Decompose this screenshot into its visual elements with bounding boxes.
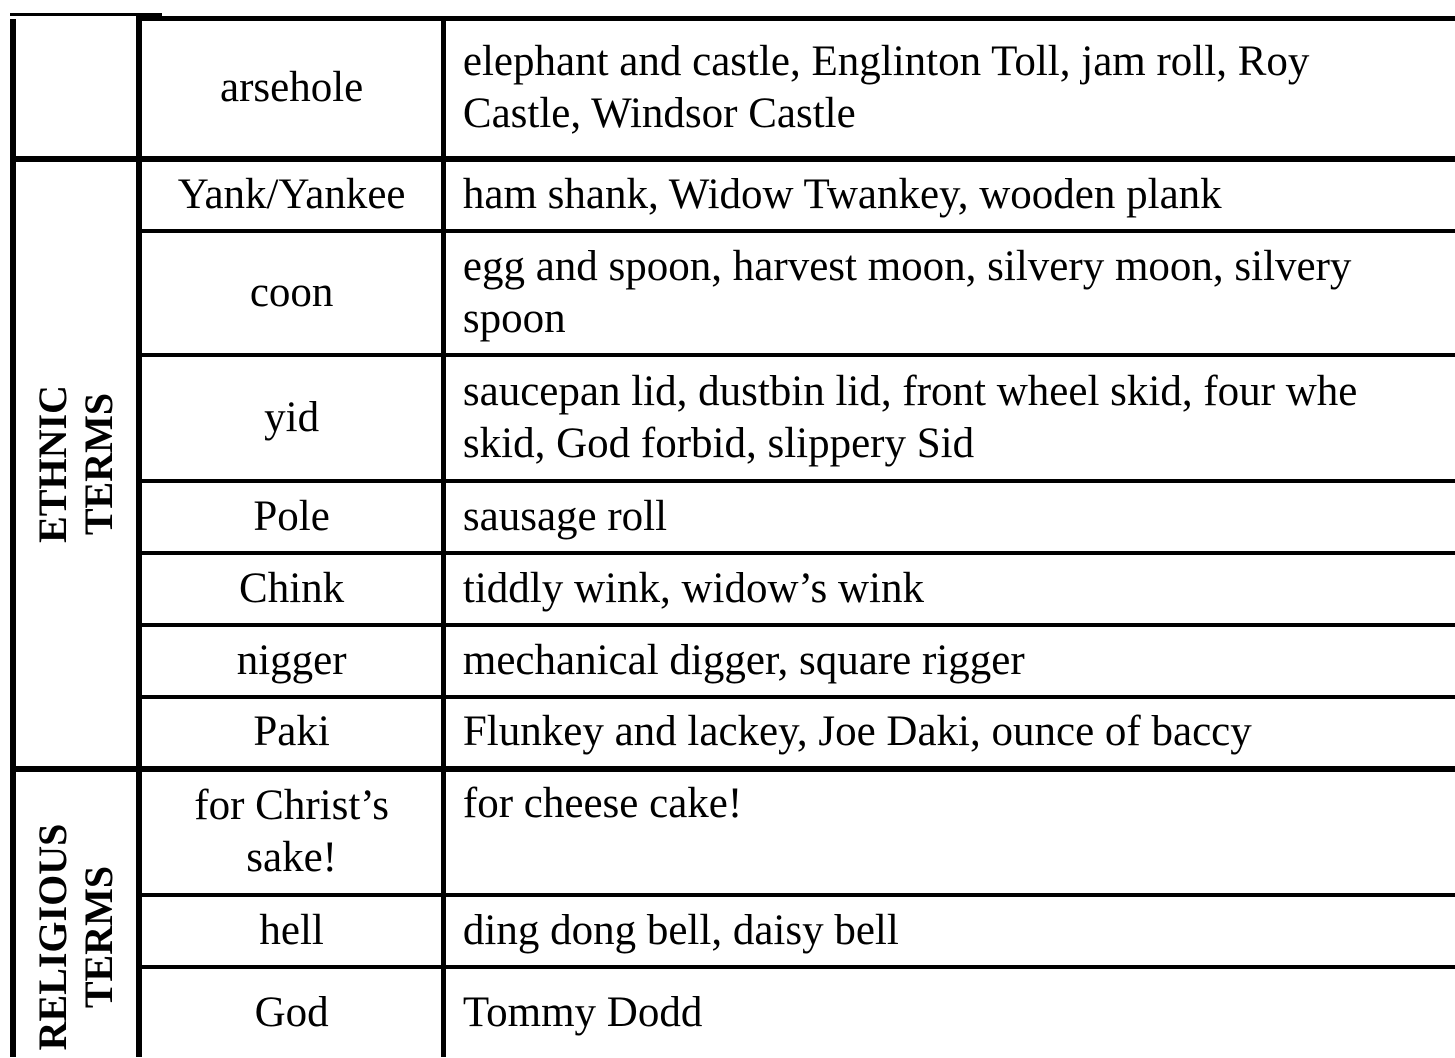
term-cell xyxy=(139,697,443,769)
term-text: yid xyxy=(264,393,320,441)
equivalents-cell xyxy=(443,625,1455,697)
equivalents-text: mechanical digger, square rigger xyxy=(462,636,1025,684)
table-row xyxy=(13,895,1455,967)
term-cell xyxy=(139,967,443,1057)
category-label-line: TERMS xyxy=(76,392,122,535)
table-row xyxy=(13,481,1455,553)
equivalents-cell xyxy=(443,159,1455,231)
category-cell-blank xyxy=(13,19,139,159)
equivalents-text: ding dong bell, daisy bell xyxy=(462,906,899,954)
rhyming-slang-table xyxy=(10,16,1455,1057)
equivalents-text: tiddly wink, widow’s wink xyxy=(462,564,924,612)
term-text: Yank/Yankee xyxy=(177,171,406,218)
equivalents-text: saucepan lid, dustbin lid, front wheel skid, four whe skid, God forbid, slippery Sid xyxy=(462,367,1358,467)
category-cell-religious xyxy=(13,769,139,1057)
category-label-line: TERMS xyxy=(76,865,122,1008)
term-text: coon xyxy=(249,268,334,316)
category-cell-ethnic xyxy=(13,159,139,769)
equivalents-text: elephant and castle, Englinton Toll, jam roll, Roy Castle, Windsor Castle xyxy=(462,38,1310,138)
term-cell xyxy=(139,553,443,625)
table-row xyxy=(13,697,1455,769)
category-label-religious xyxy=(30,823,122,1050)
term-text: hell xyxy=(259,906,324,954)
table-row xyxy=(13,231,1455,355)
term-cell xyxy=(139,769,443,895)
term-cell xyxy=(139,159,443,231)
term-cell xyxy=(139,355,443,481)
equivalents-text: egg and spoon, harvest moon, silvery moon, silvery spoon xyxy=(462,242,1352,342)
table-row xyxy=(13,625,1455,697)
equivalents-cell xyxy=(443,895,1455,967)
equivalents-cell xyxy=(443,481,1455,553)
equivalents-text: for cheese cake! xyxy=(462,779,743,827)
term-text: nigger xyxy=(236,636,347,684)
term-text: sake! xyxy=(246,834,337,881)
term-cell xyxy=(139,481,443,553)
table-row xyxy=(13,355,1455,481)
term-text: Pole xyxy=(253,492,330,540)
equivalents-text: Flunkey and lackey, Joe Daki, ounce of baccy xyxy=(462,708,1252,755)
category-label-ethnic xyxy=(30,385,122,543)
term-text: for Christ’s xyxy=(194,782,389,829)
category-label-line: RELIGIOUS xyxy=(30,823,76,1051)
equivalents-text: Tommy Dodd xyxy=(462,988,703,1036)
table-row xyxy=(13,553,1455,625)
term-cell xyxy=(139,625,443,697)
table-row xyxy=(13,769,1455,895)
equivalents-cell xyxy=(443,967,1455,1057)
equivalents-cell xyxy=(443,19,1455,159)
table-row xyxy=(13,159,1455,231)
term-cell xyxy=(139,231,443,355)
term-cell xyxy=(139,19,443,159)
table-row xyxy=(13,19,1455,159)
equivalents-cell xyxy=(443,231,1455,355)
equivalents-cell xyxy=(443,697,1455,769)
equivalents-cell xyxy=(443,553,1455,625)
term-text: Chink xyxy=(239,564,345,612)
equivalents-cell xyxy=(443,769,1455,895)
term-text: arsehole xyxy=(219,64,364,112)
term-text: God xyxy=(254,988,329,1036)
category-label-line: ETHNIC xyxy=(30,384,76,543)
equivalents-text: ham shank, Widow Twankey, wooden plank xyxy=(462,171,1222,218)
term-cell xyxy=(139,895,443,967)
equivalents-text: sausage roll xyxy=(462,492,668,540)
equivalents-cell xyxy=(443,355,1455,481)
table-row xyxy=(13,967,1455,1057)
term-text: Paki xyxy=(253,708,330,755)
